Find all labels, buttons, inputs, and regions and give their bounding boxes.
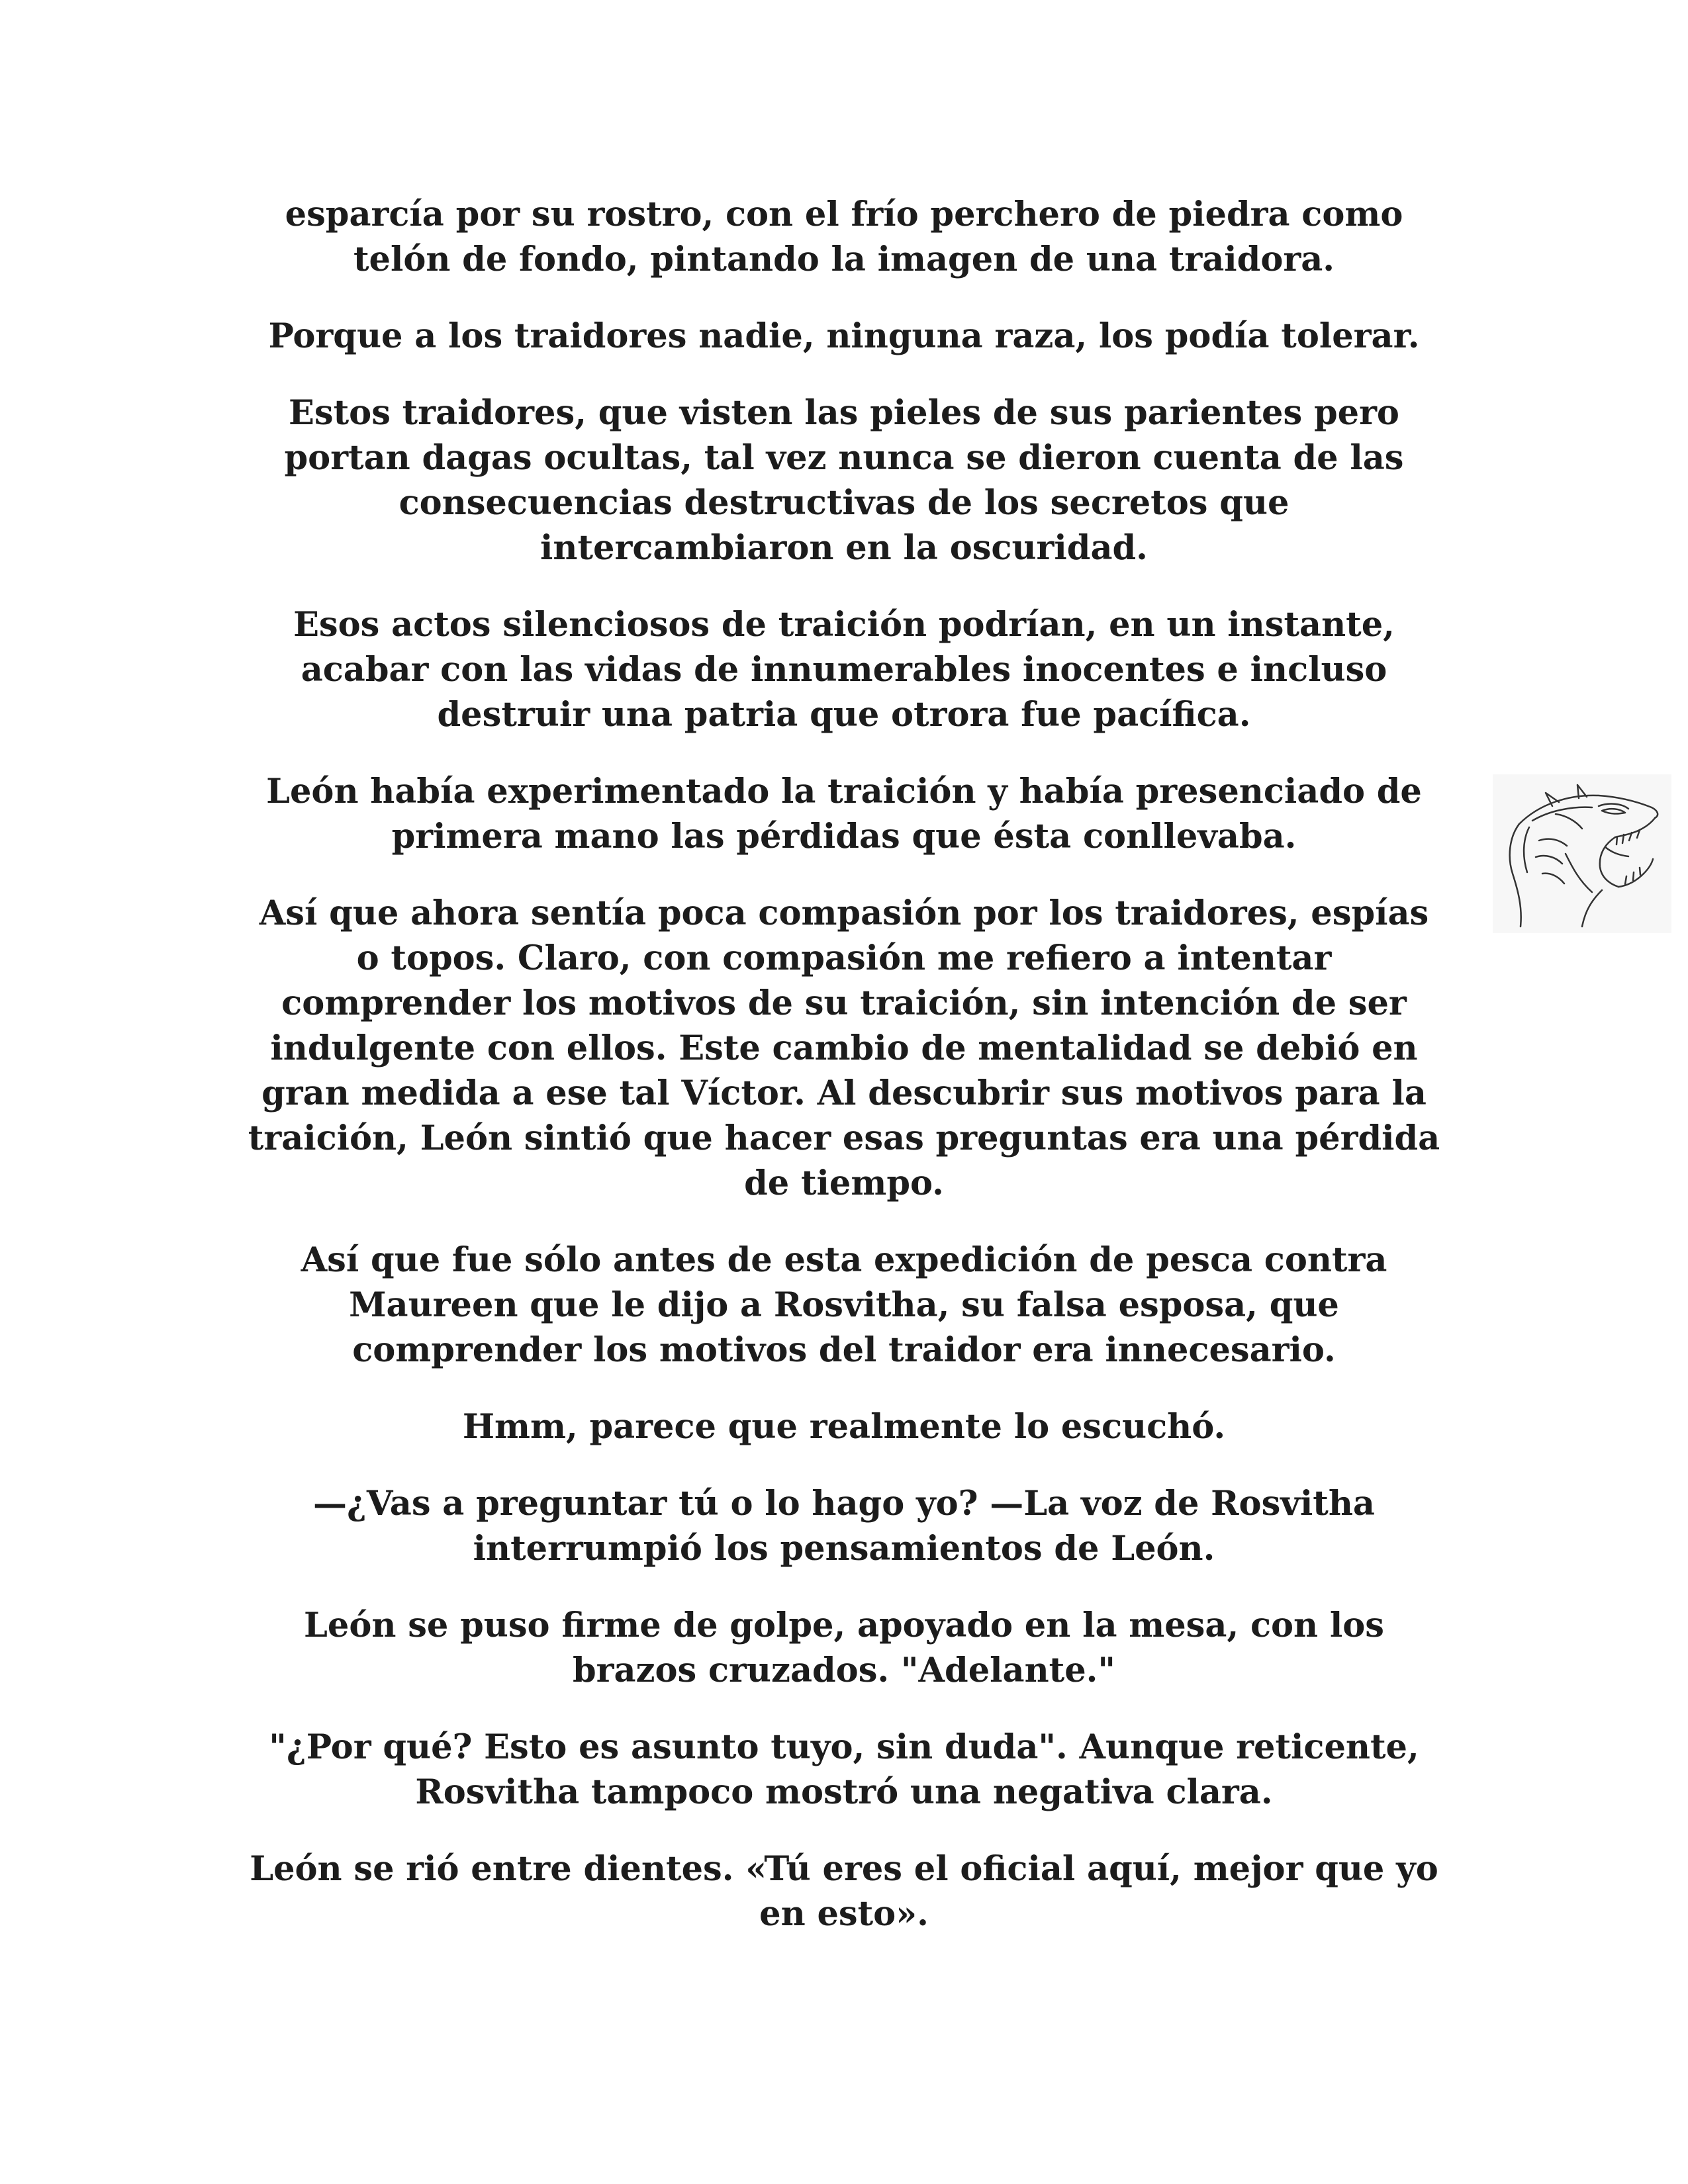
paragraph-6: Así que ahora sentía poca compasión por los traidores, espías o topos. Claro, con compasión me refiero a intentar comprender los motivos de su traición, sin intención de ser indulgente con ellos. Este cambio de mentalidad se debió en gran medida a ese tal Víctor. Al descubrir sus motivos para la traición, León sintió que hacer esas preguntas era una pérdida de tiempo. [248, 893, 1440, 1203]
paragraph-8: Hmm, parece que realmente lo escuchó. [462, 1407, 1226, 1447]
paragraph-1: esparcía por su rostro, con el frío perchero de piedra como telón de fondo, pintando la imagen de una traidora. [285, 195, 1403, 279]
paragraph-3: Estos traidores, que visten las pieles de sus parientes pero portan dagas ocultas, tal vez nunca se dieron cuenta de las consecuencias destructivas de los secretos que intercambiaron en la oscuridad. [284, 393, 1404, 568]
paragraph-9: —¿Vas a preguntar tú o lo hago yo? —La voz de Rosvitha interrumpió los pensamientos de León. [313, 1484, 1375, 1569]
paragraph-10: León se puso firme de golpe, apoyado en la mesa, con los brazos cruzados. "Adelante." [304, 1606, 1384, 1690]
paragraph-7: Así que fue sólo antes de esta expedición de pesca contra Maureen que le dijo a Rosvitha, su falsa esposa, que comprender los motivos del traidor era innecesario. [301, 1240, 1387, 1370]
dragon-head-sketch-icon [1493, 774, 1671, 933]
dragon-sketch-drawing [1493, 774, 1671, 933]
document-body [199, 192, 1489, 1968]
paragraph-12: León se rió entre dientes. «Tú eres el oficial aquí, mejor que yo en esto». [250, 1849, 1438, 1934]
paragraph-11: "¿Por qué? Esto es asunto tuyo, sin duda". Aunque reticente, Rosvitha tampoco mostró una negativa clara. [269, 1727, 1419, 1812]
paragraph-2: Porque a los traidores nadie, ninguna raza, los podía tolerar. [268, 316, 1420, 356]
paragraph-5: León había experimentado la traición y había presenciado de primera mano las pérdidas que ésta conllevaba. [266, 772, 1422, 856]
paragraph-4: Esos actos silenciosos de traición podrían, en un instante, acabar con las vidas de innumerables inocentes e incluso destruir una patria que otrora fue pacífica. [293, 605, 1395, 735]
